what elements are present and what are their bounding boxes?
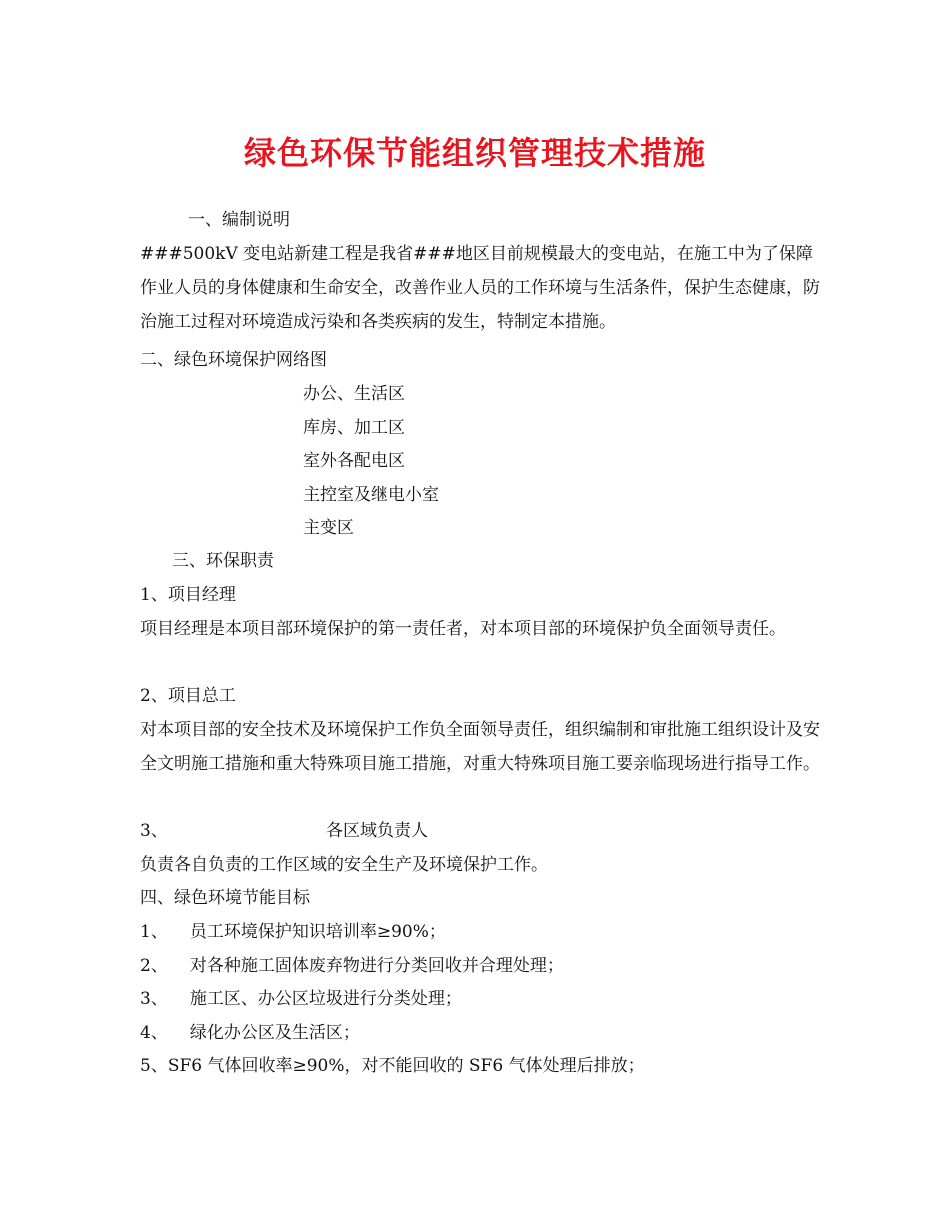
duty-3-text: 负责各自负责的工作区域的安全生产及环境保护工作。 [140,855,548,875]
duty-1-text: 项目经理是本项目部环境保护的第一责任者，对本项目部的环境保护负全面领导责任。 [140,619,786,639]
goal-1 [140,921,820,943]
goal-3-number: 3、 [140,989,168,1009]
duty-3-heading-row [140,820,820,842]
duty-2-heading: 2、项目总工 [140,686,236,706]
goal-5: 5、SF6 气体回收率≥90%，对不能回收的 SF6 气体处理后排放； [140,1056,645,1076]
network-item-distribution: 室外各配电区 [303,451,405,471]
section-1-paragraph: ###500kV 变电站新建工程是我省###地区目前规模最大的变电站，在施工中为了保障作业人员的身体健康和生命安全，改善作业人员的工作环境与生活条件，保护生态健康，防治施工过程对环境造成污染和各类疾病的发生，特制定本措施。 [140,244,820,332]
duty-3-number: 3、 [140,821,168,841]
goal-1-text: 员工环境保护知识培训率≥90%； [189,922,446,942]
section-4-heading: 四、绿色环境节能目标 [140,888,310,908]
network-item-transformer: 主变区 [303,518,354,538]
network-item-warehouse: 库房、加工区 [303,418,405,438]
section-3-heading: 三、环保职责 [172,551,274,571]
goal-4-text: 绿化办公区及生活区； [189,1023,360,1043]
duty-2-text: 对本项目部的安全技术及环境保护工作负全面领导责任，组织编制和审批施工组织设计及安全文明施工措施和重大特殊项目施工措施，对重大特殊项目施工要亲临现场进行指导工作。 [140,720,820,774]
section-2-heading: 二、绿色环境保护网络图 [140,350,327,370]
duty-1-heading: 1、项目经理 [140,585,236,605]
goal-1-number: 1、 [140,922,168,942]
section-1-heading: 一、编制说明 [188,210,290,230]
goal-3 [140,988,820,1010]
goal-2 [140,955,820,977]
network-item-control-room: 主控室及继电小室 [303,485,439,505]
page-title: 绿色环保节能组织管理技术措施 [243,134,706,172]
goal-2-number: 2、 [140,956,168,976]
goal-4-number: 4、 [140,1023,168,1043]
goal-4 [140,1022,820,1044]
duty-3-heading: 各区域负责人 [326,821,428,841]
network-item-office: 办公、生活区 [303,384,405,404]
goal-2-text: 对各种施工固体废弃物进行分类回收并合理处理； [189,956,564,976]
goal-3-text: 施工区、办公区垃圾进行分类处理； [189,989,462,1009]
